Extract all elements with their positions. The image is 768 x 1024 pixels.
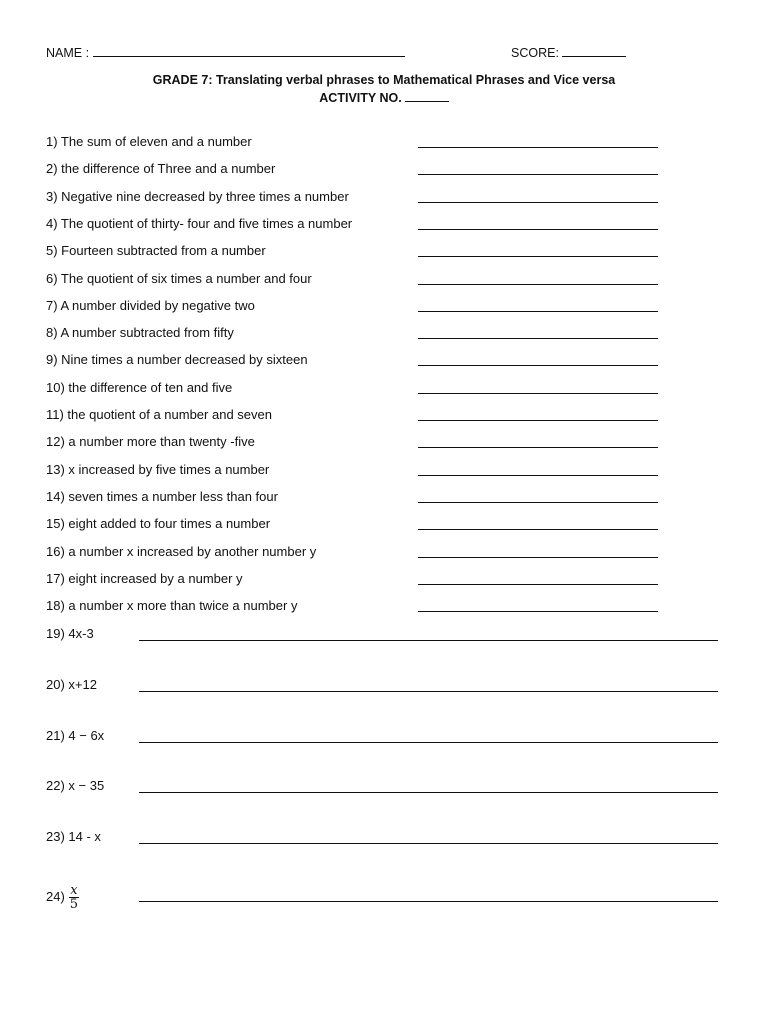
item-text: 2) the difference of Three and a number — [46, 161, 276, 177]
name-label: NAME : — [46, 46, 90, 60]
item-text: 21) 4 − 6x — [46, 728, 105, 743]
answer-line[interactable] — [139, 843, 718, 844]
name-blank[interactable] — [93, 44, 405, 57]
score-field — [511, 44, 626, 60]
list-item — [46, 216, 658, 236]
list-item — [46, 243, 658, 263]
answer-line[interactable] — [139, 792, 718, 793]
item-text: 7) A number divided by negative two — [46, 297, 255, 313]
item-text: 8) A number subtracted from fifty — [46, 325, 234, 341]
list-item — [46, 544, 658, 564]
name-field — [46, 44, 405, 60]
list-item — [46, 134, 658, 154]
answer-line[interactable] — [418, 529, 658, 530]
answer-line[interactable] — [418, 338, 658, 339]
answer-line[interactable] — [418, 393, 658, 394]
answer-line[interactable] — [418, 365, 658, 366]
item-text: 12) a number more than twenty -five — [46, 434, 255, 450]
list-item — [46, 571, 658, 591]
list-item — [46, 161, 658, 181]
list-item — [46, 189, 658, 209]
score-blank[interactable] — [562, 44, 626, 57]
answer-line[interactable] — [418, 447, 658, 448]
answer-line[interactable] — [418, 147, 658, 148]
list-item — [46, 352, 658, 372]
item-text: 17) eight increased by a number y — [46, 570, 243, 586]
item-text: 1) The sum of eleven and a number — [46, 134, 252, 149]
answer-line[interactable] — [418, 557, 658, 558]
item-text: 15) eight added to four times a number — [46, 516, 271, 532]
answer-line[interactable] — [418, 502, 658, 503]
header-row — [46, 44, 636, 62]
item-text: 20) x+12 — [46, 677, 97, 692]
item-text: 10) the difference of ten and five — [46, 379, 233, 395]
item-text: 22) x − 35 — [46, 778, 105, 793]
answer-line[interactable] — [139, 691, 718, 692]
item-text: 19) 4x-3 — [46, 626, 94, 641]
answer-line[interactable] — [418, 611, 658, 612]
list-item — [46, 434, 658, 454]
list-item — [46, 728, 718, 752]
answer-line[interactable] — [418, 256, 658, 257]
fraction-numerator: x — [70, 883, 78, 899]
answer-line[interactable] — [139, 640, 718, 641]
item-text: 13) x increased by five times a number — [46, 461, 270, 477]
list-item — [46, 516, 658, 536]
item-text: 23) 14 - x — [46, 829, 101, 844]
item-text: 6) The quotient of six times a number and four — [46, 270, 312, 286]
activity-label: ACTIVITY NO. — [319, 91, 402, 105]
fraction-item-label: 24) — [46, 889, 65, 904]
score-label: SCORE: — [511, 46, 559, 60]
item-text: 3) Negative nine decreased by three times a number — [46, 188, 349, 204]
list-item — [46, 271, 658, 291]
answer-line[interactable] — [418, 311, 658, 312]
list-item — [46, 489, 658, 509]
activity-blank[interactable] — [405, 89, 449, 102]
activity-number — [0, 89, 768, 107]
answer-line[interactable] — [418, 174, 658, 175]
list-item — [46, 598, 658, 618]
answer-line[interactable] — [418, 284, 658, 285]
fraction-item — [46, 882, 718, 922]
list-item — [46, 298, 658, 318]
fraction — [69, 884, 79, 911]
answer-line[interactable] — [418, 420, 658, 421]
fraction-item-text — [46, 882, 79, 912]
list-item — [46, 380, 658, 400]
list-item — [46, 677, 718, 701]
answer-line[interactable] — [139, 901, 718, 902]
item-text: 11) the quotient of a number and seven — [46, 407, 272, 422]
item-text: 5) Fourteen subtracted from a number — [46, 243, 266, 259]
list-item — [46, 462, 658, 482]
answer-line[interactable] — [418, 229, 658, 230]
item-text: 16) a number x increased by another number y — [46, 543, 317, 559]
answer-line[interactable] — [418, 202, 658, 203]
item-text: 9) Nine times a number decreased by sixteen — [46, 352, 308, 368]
list-item — [46, 325, 658, 345]
page-title: GRADE 7: Translating verbal phrases to Mathematical Phrases and Vice versa — [152, 73, 616, 87]
item-text: 18) a number x more than twice a number y — [46, 598, 298, 614]
answer-line[interactable] — [418, 584, 658, 585]
list-item — [46, 778, 718, 802]
answer-line[interactable] — [418, 475, 658, 476]
item-text: 14) seven times a number less than four — [46, 488, 278, 504]
answer-line[interactable] — [139, 742, 718, 743]
item-text: 4) The quotient of thirty- four and five times a number — [46, 215, 353, 231]
list-item — [46, 407, 658, 427]
list-item — [46, 626, 718, 650]
list-item — [46, 829, 718, 853]
fraction-denominator: 5 — [69, 897, 79, 913]
